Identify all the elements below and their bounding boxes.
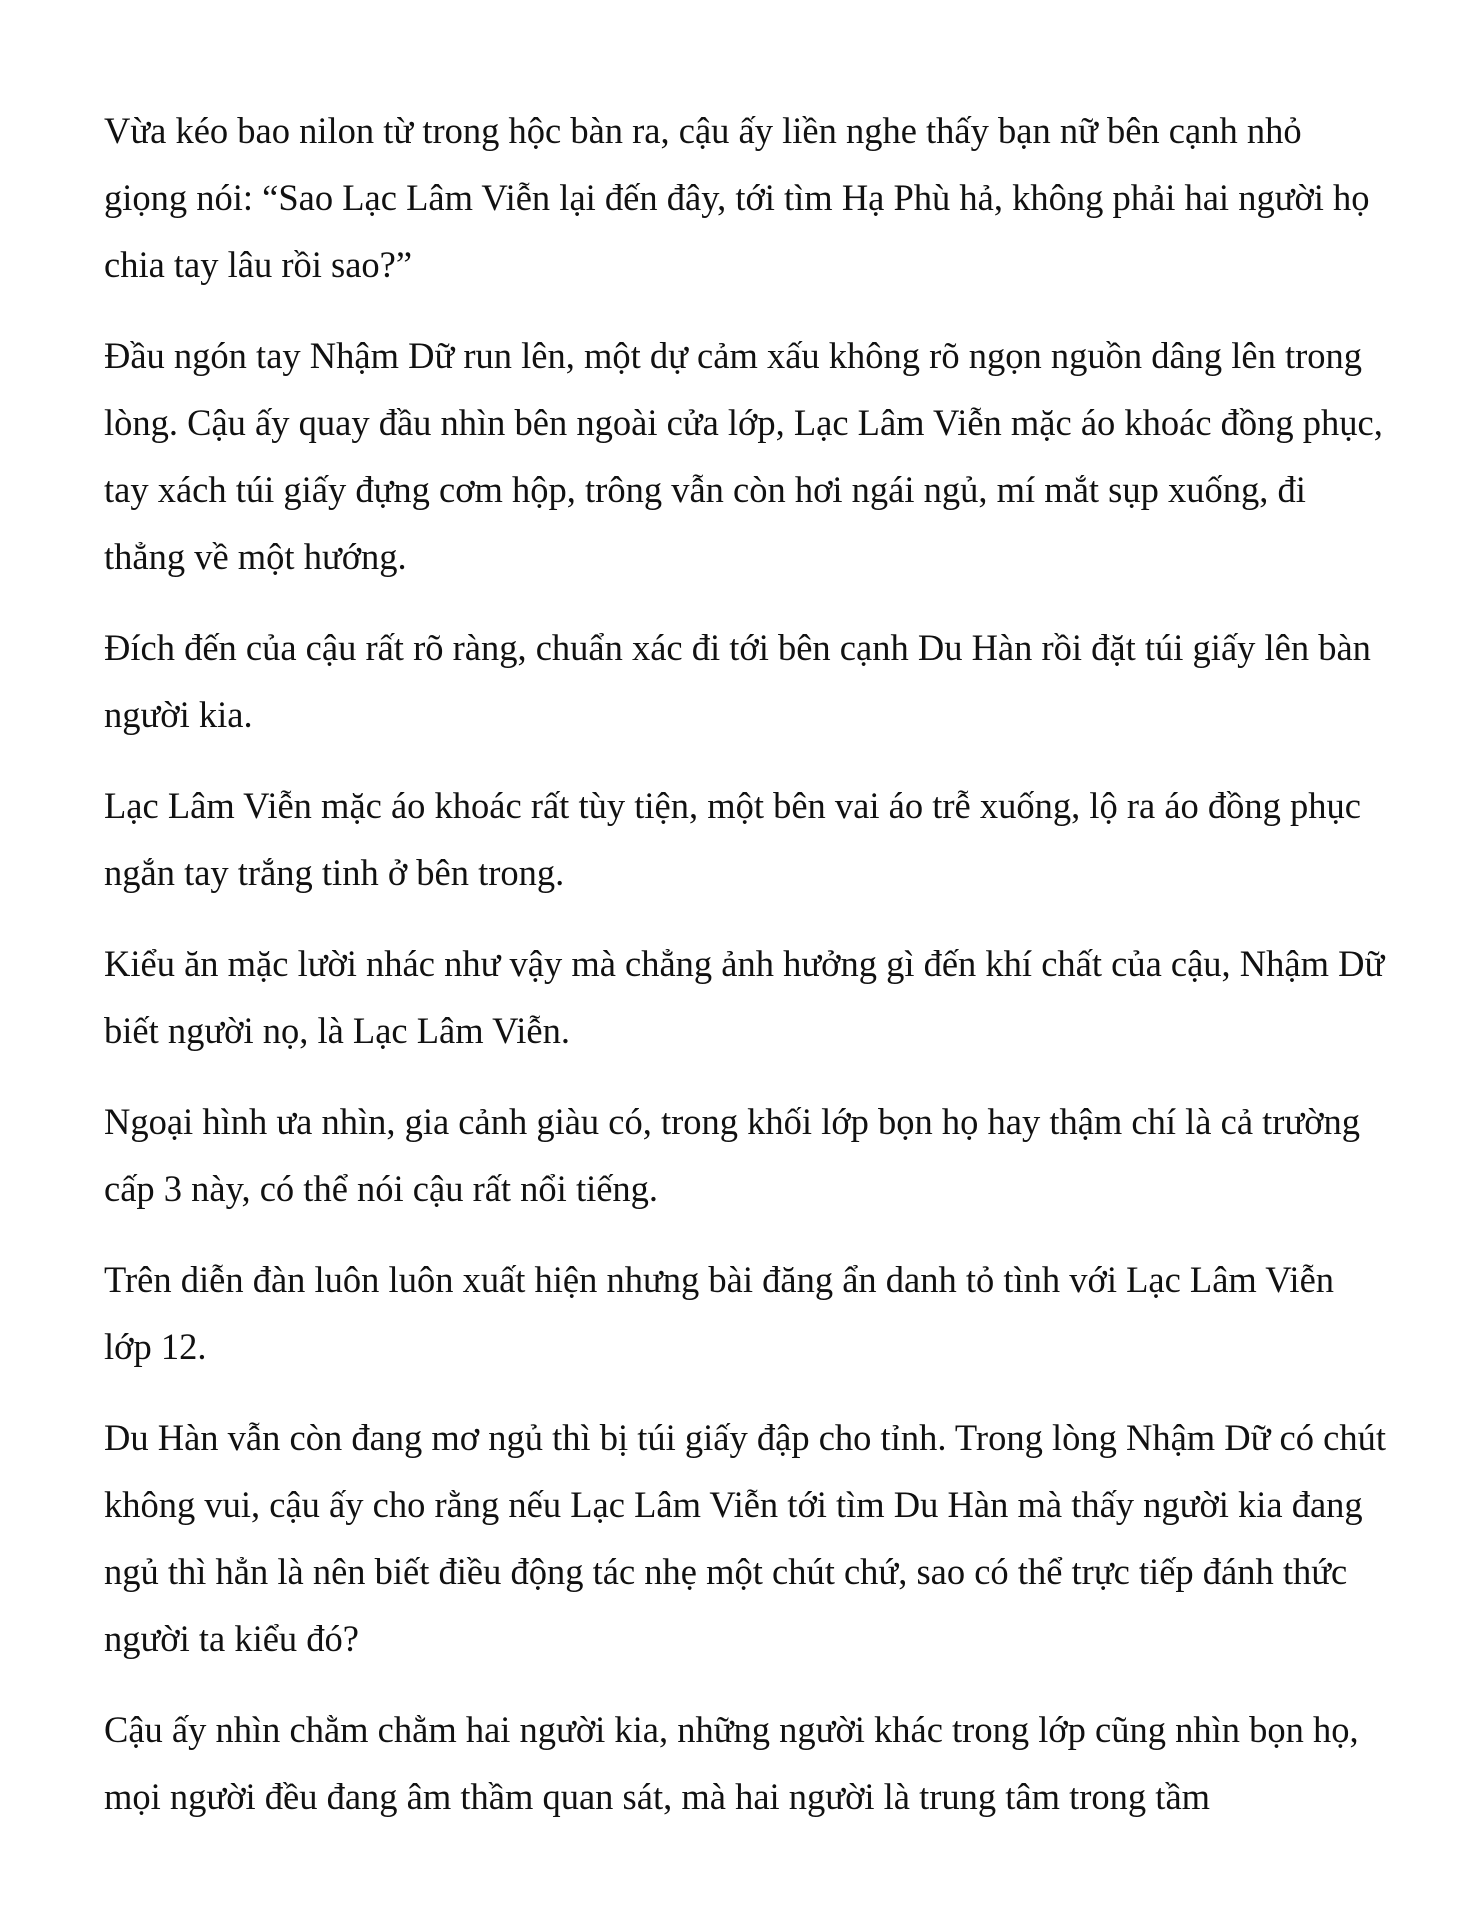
document-body <box>104 97 1389 1854</box>
paragraph-8: Du Hàn vẫn còn đang mơ ngủ thì bị túi giấy đập cho tỉnh. Trong lòng Nhậm Dữ có chút không vui, cậu ấy cho rằng nếu Lạc Lâm Viễn tới tìm Du Hàn mà thấy người kia đang ngủ thì hẳn là nên biết điều động tác nhẹ một chút chứ, sao có thể trực tiếp đánh thức người ta kiểu đó? <box>104 1417 1386 1659</box>
paragraph-2: Đầu ngón tay Nhậm Dữ run lên, một dự cảm xấu không rõ ngọn nguồn dâng lên trong lòng. Cậu ấy quay đầu nhìn bên ngoài cửa lớp, Lạc Lâm Viễn mặc áo khoác đồng phục, tay xách túi giấy đựng cơm hộp, trông vẫn còn hơi ngái ngủ, mí mắt sụp xuống, đi thẳng về một hướng. <box>104 335 1383 577</box>
paragraph-7: Trên diễn đàn luôn luôn xuất hiện nhưng bài đăng ẩn danh tỏ tình với Lạc Lâm Viễn lớp 12. <box>104 1259 1335 1367</box>
paragraph-9: Cậu ấy nhìn chằm chằm hai người kia, những người khác trong lớp cũng nhìn bọn họ, mọi người đều đang âm thầm quan sát, mà hai người là trung tâm trong tầm <box>104 1709 1359 1817</box>
paragraph-6: Ngoại hình ưa nhìn, gia cảnh giàu có, trong khối lớp bọn họ hay thậm chí là cả trường cấp 3 này, có thể nói cậu rất nổi tiếng. <box>104 1101 1361 1209</box>
paragraph-3: Đích đến của cậu rất rõ ràng, chuẩn xác đi tới bên cạnh Du Hàn rồi đặt túi giấy lên bàn người kia. <box>104 627 1371 735</box>
paragraph-5: Kiểu ăn mặc lười nhác như vậy mà chẳng ảnh hưởng gì đến khí chất của cậu, Nhậm Dữ biết người nọ, là Lạc Lâm Viễn. <box>104 943 1385 1051</box>
paragraph-4: Lạc Lâm Viễn mặc áo khoác rất tùy tiện, một bên vai áo trễ xuống, lộ ra áo đồng phục ngắn tay trắng tinh ở bên trong. <box>104 785 1361 893</box>
paragraph-1: Vừa kéo bao nilon từ trong hộc bàn ra, cậu ấy liền nghe thấy bạn nữ bên cạnh nhỏ giọng nói: “Sao Lạc Lâm Viễn lại đến đây, tới tìm Hạ Phù hả, không phải hai người họ chia tay lâu rồi sao?” <box>104 110 1370 285</box>
